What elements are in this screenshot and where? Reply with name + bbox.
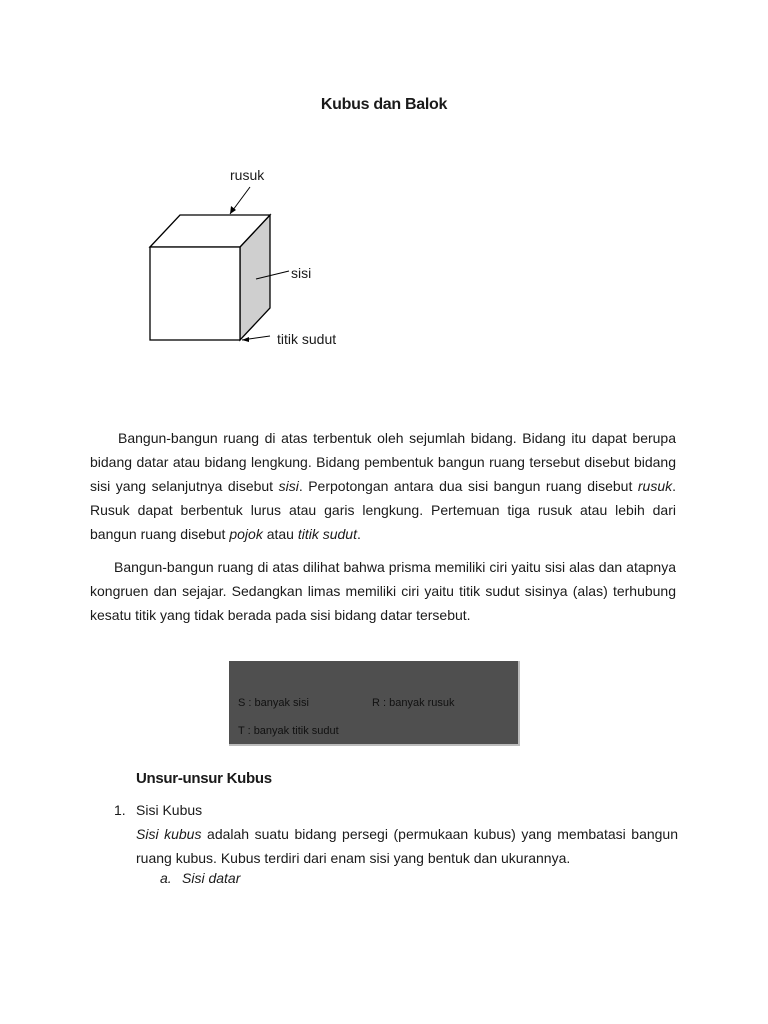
term-titik-sudut: titik sudut: [297, 526, 357, 542]
legend-t: T : banyak titik sudut: [238, 725, 339, 737]
paragraph-intro: Bangun-bangun ruang di atas terbentuk oleh sejumlah bidang. Bidang itu dapat berupa bidang datar atau bidang lengkung. Bidang pembentuk bangun ruang tersebut disebut bidang sisi yang selanjutnya disebut sisi. Perpotongan antara dua sisi bangun ruang disebut rusuk. Rusuk dapat berbentuk lurus atau garis lengkung. Pertemuan tiga rusuk atau lebih dari bangun ruang disebut pojok atau titik sudut.: [90, 430, 676, 542]
sub-item-letter: a.: [160, 870, 172, 886]
page-title: Kubus dan Balok: [320, 96, 448, 113]
label-titik-sudut: titik sudut: [277, 331, 337, 347]
term-sisi-kubus: Sisi kubus: [136, 826, 202, 842]
legend-s: S : banyak sisi: [238, 697, 309, 709]
cube-front-face: [150, 247, 240, 340]
list-item-number: 1.: [114, 802, 126, 818]
term-pojok: pojok: [229, 526, 263, 542]
section-heading: Unsur-unsur Kubus: [136, 770, 272, 787]
sub-item-text: Sisi datar: [182, 870, 241, 886]
cube-diagram: [0, 0, 768, 420]
list-item-title: Sisi Kubus: [136, 802, 203, 818]
label-sisi: sisi: [291, 265, 312, 281]
term-sisi: sisi: [278, 478, 299, 494]
term-rusuk: rusuk: [637, 478, 673, 494]
paragraph-prisma-limas: Bangun-bangun ruang di atas dilihat bahwa prisma memiliki ciri yaitu sisi alas dan atapnya kongruen dan sejajar. Sedangkan limas memiliki ciri yaitu titik sudut sisinya (alas) terhubung kesatu titik yang tidak berada pada sisi bidang datar tersebut.: [90, 559, 676, 623]
label-rusuk: rusuk: [230, 167, 265, 183]
legend-box: [229, 661, 520, 746]
legend-r: R : banyak rusuk: [372, 697, 455, 709]
list-item-description: Sisi kubus adalah suatu bidang persegi (permukaan kubus) yang membatasi bangun ruang kubus. Kubus terdiri dari enam sisi yang bentuk dan ukurannya.: [136, 826, 678, 866]
